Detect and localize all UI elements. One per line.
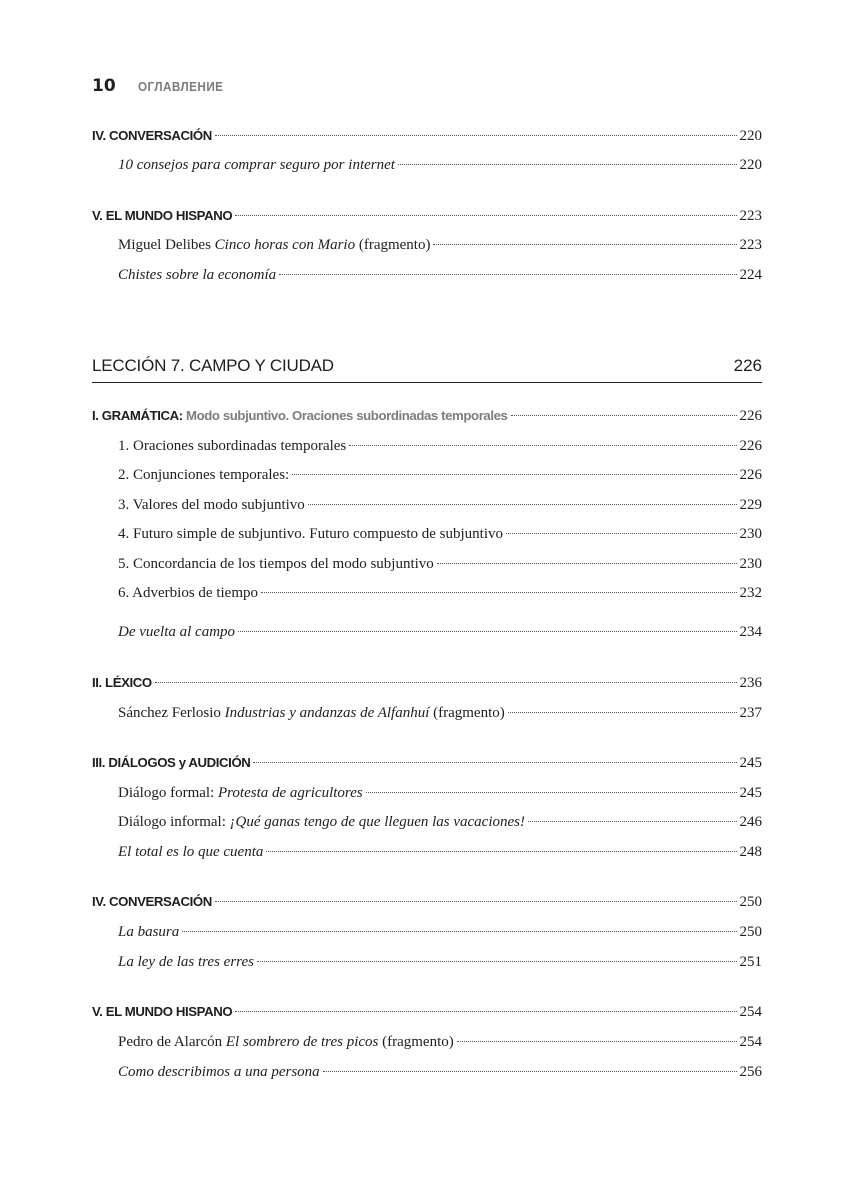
dot-leader bbox=[182, 931, 736, 932]
entry-title: 1. Oraciones subordinadas temporales bbox=[118, 438, 347, 454]
page-ref: 248 bbox=[739, 844, 762, 860]
lesson-heading[interactable] bbox=[92, 356, 762, 383]
page-ref: 230 bbox=[739, 556, 762, 572]
dot-leader bbox=[266, 851, 736, 852]
page-ref: 245 bbox=[739, 785, 762, 801]
section-heading: V. EL MUNDO HISPANO bbox=[92, 208, 233, 223]
toc-entry-gram-2[interactable] bbox=[118, 467, 762, 489]
page-ref: 254 bbox=[739, 1034, 762, 1050]
page-ref: 234 bbox=[739, 624, 762, 640]
entry-title: Miguel Delibes Cinco horas con Mario (fragmento) bbox=[118, 237, 431, 253]
page-ref: 251 bbox=[739, 954, 762, 970]
entry-title: Diálogo informal: ¡Qué ganas tengo de que lleguen las vacaciones! bbox=[118, 814, 525, 830]
dot-leader bbox=[253, 762, 736, 763]
page-ref: 232 bbox=[739, 585, 762, 601]
toc-entry-gramatica[interactable] bbox=[92, 408, 762, 430]
toc-entry-conversacion[interactable] bbox=[92, 894, 762, 916]
entry-title: Sánchez Ferlosio Industrias y andanzas de Alfanhuí (fragmento) bbox=[118, 705, 505, 721]
page-ref: 236 bbox=[739, 675, 762, 691]
dot-leader bbox=[511, 415, 737, 416]
running-title: ОГЛАВЛЕНИЕ bbox=[137, 79, 224, 94]
page-ref: 223 bbox=[739, 208, 762, 224]
dot-leader bbox=[215, 901, 737, 902]
toc-entry-tres-erres[interactable] bbox=[118, 954, 762, 976]
entry-title: De vuelta al campo bbox=[118, 624, 236, 640]
running-head bbox=[92, 76, 233, 100]
page-ref: 250 bbox=[739, 894, 762, 910]
entry-title: 6. Adverbios de tiempo bbox=[118, 585, 258, 601]
toc-entry-mundo-hispano-prev[interactable] bbox=[92, 208, 762, 230]
toc-entry-conversacion-prev[interactable] bbox=[92, 128, 762, 150]
page-ref: 254 bbox=[739, 1004, 762, 1020]
page-ref: 245 bbox=[739, 755, 762, 771]
page-ref: 220 bbox=[739, 128, 762, 144]
toc-entry-gram-4[interactable] bbox=[118, 526, 762, 548]
toc-entry-delibes[interactable] bbox=[118, 237, 762, 259]
entry-title: El total es lo que cuenta bbox=[118, 844, 264, 860]
section-heading: II. LÉXICO bbox=[92, 675, 152, 690]
toc-entry-la-basura[interactable] bbox=[118, 924, 762, 946]
dot-leader bbox=[238, 631, 736, 632]
dot-leader bbox=[261, 592, 737, 593]
dot-leader bbox=[349, 445, 736, 446]
entry-title: 4. Futuro simple de subjuntivo. Futuro compuesto de subjuntivo bbox=[118, 526, 503, 542]
dot-leader bbox=[308, 504, 737, 505]
toc-entry-el-total[interactable] bbox=[118, 844, 762, 866]
dot-leader bbox=[215, 135, 737, 136]
section-heading: V. EL MUNDO HISPANO bbox=[92, 1004, 233, 1019]
entry-title: La ley de las tres erres bbox=[118, 954, 254, 970]
toc-entry-gram-3[interactable] bbox=[118, 497, 762, 519]
dot-leader bbox=[323, 1071, 737, 1072]
entry-title: 3. Valores del modo subjuntivo bbox=[118, 497, 305, 513]
dot-leader bbox=[366, 792, 737, 793]
page-ref: 223 bbox=[739, 237, 762, 253]
page-ref: 220 bbox=[739, 157, 762, 173]
dot-leader bbox=[279, 274, 736, 275]
entry-title: Chistes sobre la economía bbox=[118, 267, 277, 283]
page-ref: 226 bbox=[739, 438, 762, 454]
entry-title: 2. Conjunciones temporales: bbox=[118, 467, 290, 483]
dot-leader bbox=[508, 712, 737, 713]
dot-leader bbox=[437, 563, 737, 564]
toc-entry-gram-5[interactable] bbox=[118, 556, 762, 578]
lesson-title: LECCIÓN 7. CAMPO Y CIUDAD bbox=[92, 356, 334, 375]
page-ref: 256 bbox=[739, 1064, 762, 1080]
toc-entry-dialogos[interactable] bbox=[92, 755, 762, 777]
dot-leader bbox=[257, 961, 737, 962]
page-ref: 230 bbox=[739, 526, 762, 542]
page-ref: 226 bbox=[739, 408, 762, 424]
dot-leader bbox=[506, 533, 737, 534]
toc-entry-ferlosio[interactable] bbox=[118, 705, 762, 727]
toc-entry-de-vuelta[interactable] bbox=[118, 624, 762, 646]
entry-title: 5. Concordancia de los tiempos del modo subjuntivo bbox=[118, 556, 434, 572]
toc-entry-alarcon[interactable] bbox=[118, 1034, 762, 1056]
page-number: 10 bbox=[92, 76, 116, 96]
toc-entry-como-describimos[interactable] bbox=[118, 1064, 762, 1086]
entry-title: 10 consejos para comprar seguro por internet bbox=[118, 157, 395, 173]
dot-leader bbox=[398, 164, 737, 165]
toc-entry-lexico[interactable] bbox=[92, 675, 762, 697]
page-ref: 250 bbox=[739, 924, 762, 940]
page-ref: 224 bbox=[739, 267, 762, 283]
dot-leader bbox=[457, 1041, 737, 1042]
section-heading: I. GRAMÁTICA: Modo subjuntivo. Oraciones subordinadas temporales bbox=[92, 408, 508, 423]
toc-entry-gram-1[interactable] bbox=[118, 438, 762, 460]
page-ref: 246 bbox=[739, 814, 762, 830]
toc-entry-consejos[interactable] bbox=[118, 157, 762, 179]
entry-title: Como describimos a una persona bbox=[118, 1064, 320, 1080]
toc-entry-mundo-hispano[interactable] bbox=[92, 1004, 762, 1026]
section-heading: III. DIÁLOGOS y AUDICIÓN bbox=[92, 755, 251, 770]
dot-leader bbox=[433, 244, 736, 245]
dot-leader bbox=[292, 474, 736, 475]
section-heading: IV. CONVERSACIÓN bbox=[92, 894, 212, 909]
entry-title: Diálogo formal: Protesta de agricultores bbox=[118, 785, 363, 801]
dot-leader bbox=[235, 215, 736, 216]
entry-title: La basura bbox=[118, 924, 180, 940]
toc-entry-gram-6[interactable] bbox=[118, 585, 762, 607]
dot-leader bbox=[528, 821, 737, 822]
entry-title: Pedro de Alarcón El sombrero de tres picos (fragmento) bbox=[118, 1034, 454, 1050]
dot-leader bbox=[155, 682, 737, 683]
page-ref: 229 bbox=[739, 497, 762, 513]
toc-entry-chistes[interactable] bbox=[118, 267, 762, 289]
section-heading: IV. CONVERSACIÓN bbox=[92, 128, 212, 143]
page-ref: 237 bbox=[739, 705, 762, 721]
dot-leader bbox=[235, 1011, 736, 1012]
lesson-page-ref: 226 bbox=[733, 356, 762, 375]
page-ref: 226 bbox=[739, 467, 762, 483]
section-topic: Modo subjuntivo. Oraciones subordinadas temporales bbox=[186, 408, 508, 423]
toc-entry-dialogo-informal[interactable] bbox=[118, 814, 762, 836]
toc-entry-dialogo-formal[interactable] bbox=[118, 785, 762, 807]
